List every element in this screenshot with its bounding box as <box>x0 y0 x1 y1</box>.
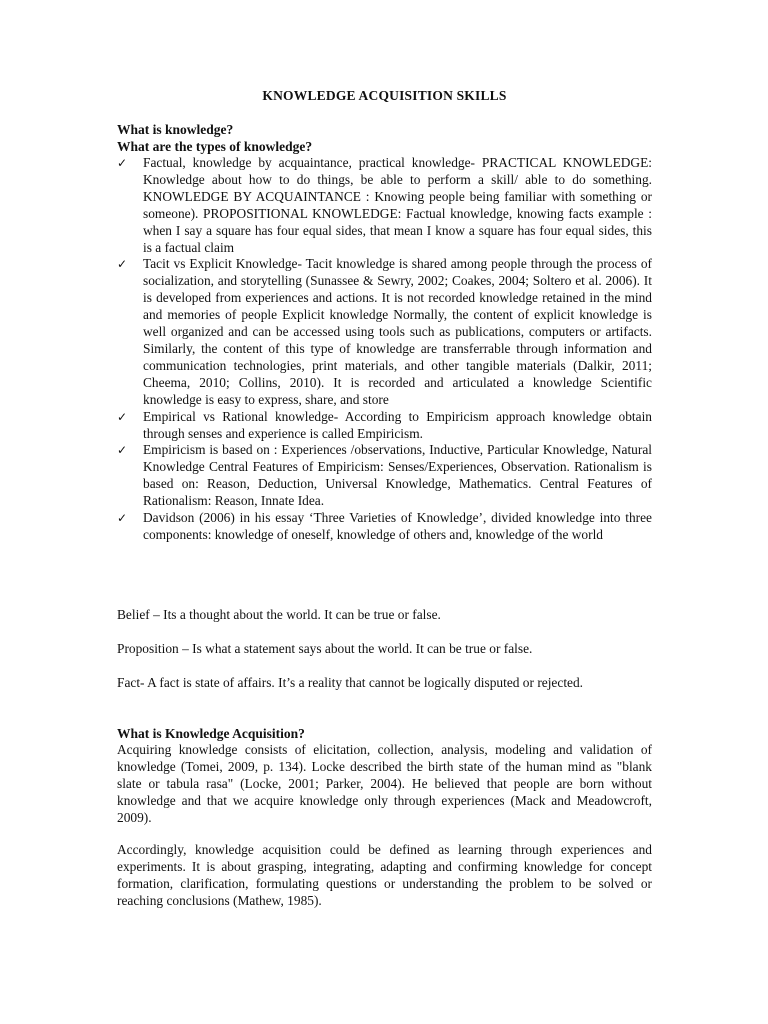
list-item <box>117 510 652 544</box>
list-item <box>117 442 652 510</box>
list-item-text: Factual, knowledge by acquaintance, practical knowledge- PRACTICAL KNOWLEDGE: Knowledge about how to do things, be able to perform a skill/ able to do something. KNOWLEDGE BY ACQUAINTANCE : Knowing people being familiar with something or someone). PROPOSITIONAL KNOWLEDGE: Factual knowledge, knowing facts example : when I say a square has four equal sides, that mean I know a square has four equal sides, this is a factual claim <box>143 155 652 255</box>
list-item-text: Tacit vs Explicit Knowledge- Tacit knowledge is shared among people through the process of socialization, and storytelling (Sunassee & Sewry, 2002; Coakes, 2004; Soltero et al. 2006). It is developed from experiences and actions. It is not recorded knowledge retained in the mind and memories of people Explicit knowledge Normally, the content of explicit knowledge is well organized and can be accessed using tools such as publications, computers or artifacts. Similarly, the content of this type of knowledge are transferrable through information and communication technologies, print materials, and other tangible materials (Dalkir, 2011; Cheema, 2010; Collins, 2010). It is recorded and articulated a knowledge Scientific knowledge is easy to express, share, and store <box>143 256 652 407</box>
question-types-of-knowledge: What are the types of knowledge? <box>117 139 313 154</box>
check-mark-icon: ✓ <box>117 511 128 526</box>
check-mark-icon: ✓ <box>117 443 128 458</box>
knowledge-types-list <box>117 155 652 544</box>
document-title: KNOWLEDGE ACQUISITION SKILLS <box>262 88 507 103</box>
acquiring-paragraph: Acquiring knowledge consists of elicitation, collection, analysis, modeling and validation of knowledge (Tomei, 2009, p. 134). Locke described the birth state of the human mind as "blank slate or tabula rasa" (Locke, 2001; Parker, 2004). He believed that people are born without knowledge and that we acquire knowledge only through experiences (Mack and Meadowcroft, 2009). <box>117 742 652 825</box>
list-item <box>117 256 652 408</box>
list-item <box>117 155 652 256</box>
list-item-text: Davidson (2006) in his essay ‘Three Varieties of Knowledge’, divided knowledge into three components: knowledge of oneself, knowledge of others and, knowledge of the world <box>143 510 652 542</box>
fact-paragraph: Fact- A fact is state of affairs. It’s a reality that cannot be logically disputed or rejected. <box>117 675 584 690</box>
check-mark-icon: ✓ <box>117 156 128 170</box>
list-item-text: Empiricism is based on : Experiences /observations, Inductive, Particular Knowledge, Natural Knowledge Central Features of Empiricism: Senses/Experiences, Observation. Rationalism is based on: Reason, Deduction, Universal Knowledge, Mathematics. Central Features of Rationalism: Reason, Innate Idea. <box>143 442 652 509</box>
question-what-is-knowledge: What is knowledge? <box>117 122 234 137</box>
check-mark-icon: ✓ <box>117 257 128 272</box>
proposition-paragraph: Proposition – Is what a statement says about the world. It can be true or false. <box>117 641 533 656</box>
knowledge-acquisition-heading: What is Knowledge Acquisition? <box>117 726 305 741</box>
accordingly-paragraph: Accordingly, knowledge acquisition could be defined as learning through experiences and experiments. It is about grasping, integrating, adapting and confirming knowledge for concept formation, clarification, formulating questions or understanding the problem to be solved or reaching conclusions (Mathew, 1985). <box>117 842 652 908</box>
list-item <box>117 409 652 443</box>
check-mark-icon: ✓ <box>117 409 128 424</box>
list-item-text: Empirical vs Rational knowledge- According to Empiricism approach knowledge obtain through senses and experience is called Empiricism. <box>143 408 652 441</box>
belief-paragraph: Belief – Its a thought about the world. It can be true or false. <box>117 607 441 622</box>
